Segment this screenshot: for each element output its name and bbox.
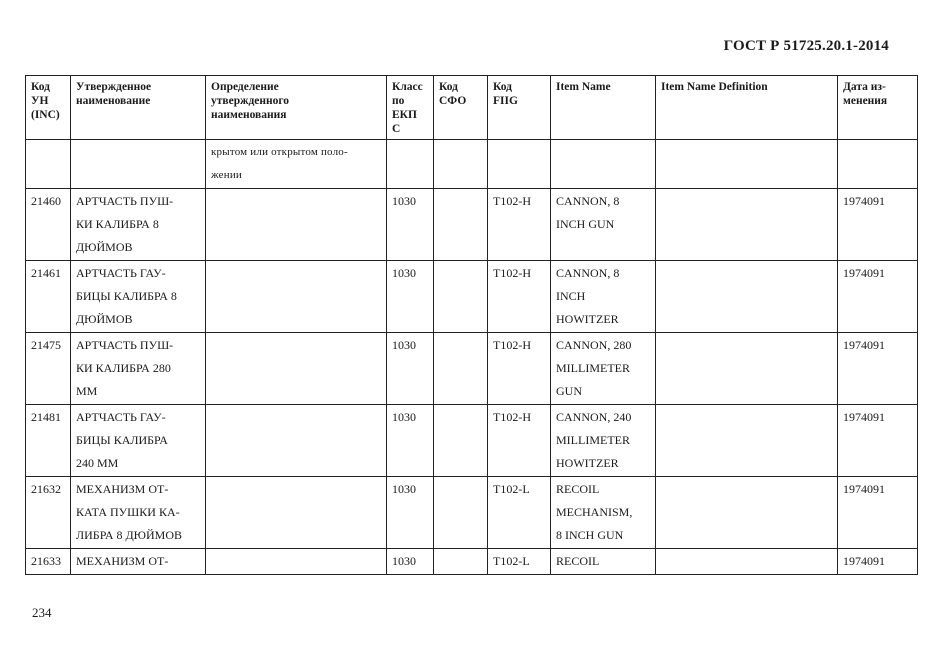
item-name-line: INCH: [556, 289, 586, 303]
column-header-line: Item Name: [556, 81, 611, 93]
header-row: [26, 76, 918, 140]
empty-cell: [387, 140, 434, 189]
column-header-line: наименование: [76, 95, 151, 107]
empty-cell: [838, 140, 918, 189]
column-header-line: СФО: [439, 95, 467, 107]
definition-line: жении: [211, 169, 242, 181]
empty-cell: [656, 140, 838, 189]
item-name-definition-cell: [656, 333, 838, 405]
name-line: АРТЧАСТЬ ГАУ-: [76, 410, 166, 424]
inc-cell: 21461: [26, 261, 71, 333]
column-header-line: Утвержденное: [76, 81, 152, 93]
item-name-line: RECOIL: [556, 554, 600, 568]
class-cell: 1030: [387, 333, 434, 405]
column-header-line: менения: [843, 95, 888, 107]
definition-cell: [206, 549, 387, 575]
name-cell: [71, 333, 206, 405]
item-name-cell: [551, 477, 656, 549]
fiig-cell: T102-H: [488, 261, 551, 333]
continuation-row: [26, 140, 918, 189]
name-cell: [71, 405, 206, 477]
table-row: [26, 261, 918, 333]
class-cell: 1030: [387, 549, 434, 575]
item-name-line: RECOIL: [556, 482, 600, 496]
class-cell: 1030: [387, 405, 434, 477]
definition-cell: [206, 333, 387, 405]
table-body: [26, 140, 918, 575]
date-cell: 1974091: [838, 405, 918, 477]
column-header-line: Код: [31, 81, 51, 93]
column-header-line: утвержденного: [211, 95, 290, 107]
sfo-cell: [434, 549, 488, 575]
column-header-line: Код: [439, 81, 459, 93]
name-line: КАТА ПУШКИ КА-: [76, 505, 180, 519]
name-line: КИ КАЛИБРА 280: [76, 361, 171, 375]
column-header: [387, 76, 434, 140]
name-line: ММ: [76, 384, 98, 398]
item-name-line: MILLIMETER: [556, 361, 630, 375]
column-header-line: (INC): [31, 109, 60, 121]
empty-cell: [434, 140, 488, 189]
column-header: [656, 76, 838, 140]
item-name-cell: [551, 261, 656, 333]
column-header: [551, 76, 656, 140]
catalog-table: [25, 75, 918, 575]
sfo-cell: [434, 333, 488, 405]
item-name-line: CANNON, 280: [556, 338, 632, 352]
name-line: ДЮЙМОВ: [76, 240, 133, 254]
column-header-line: FIIG: [493, 95, 518, 107]
column-header-line: Класс: [392, 81, 423, 93]
column-header-line: С: [392, 123, 401, 135]
name-line: АРТЧАСТЬ ГАУ-: [76, 266, 166, 280]
date-cell: 1974091: [838, 261, 918, 333]
page-number: 234: [32, 605, 52, 620]
item-name-cell: [551, 189, 656, 261]
inc-cell: 21632: [26, 477, 71, 549]
fiig-cell: T102-L: [488, 549, 551, 575]
sfo-cell: [434, 477, 488, 549]
item-name-line: MILLIMETER: [556, 433, 630, 447]
item-name-line: CANNON, 240: [556, 410, 632, 424]
date-cell: 1974091: [838, 333, 918, 405]
name-line: МЕХАНИЗМ ОТ-: [76, 554, 169, 568]
sfo-cell: [434, 261, 488, 333]
item-name-definition-cell: [656, 261, 838, 333]
sfo-cell: [434, 189, 488, 261]
class-cell: 1030: [387, 477, 434, 549]
definition-cell: [206, 405, 387, 477]
item-name-cell: [551, 333, 656, 405]
definition-cell: [206, 261, 387, 333]
inc-cell: 21633: [26, 549, 71, 575]
column-header-line: Код: [493, 81, 513, 93]
class-cell: 1030: [387, 189, 434, 261]
item-name-line: HOWITZER: [556, 312, 619, 326]
definition-cell: [206, 140, 387, 189]
column-header: [488, 76, 551, 140]
date-cell: 1974091: [838, 477, 918, 549]
column-header-line: Дата из-: [843, 81, 886, 93]
sfo-cell: [434, 405, 488, 477]
item-name-line: 8 INCH GUN: [556, 528, 624, 542]
name-cell: [71, 189, 206, 261]
name-line: 240 ММ: [76, 456, 119, 470]
empty-cell: [26, 140, 71, 189]
column-header: [71, 76, 206, 140]
item-name-definition-cell: [656, 477, 838, 549]
date-cell: 1974091: [838, 189, 918, 261]
name-line: ДЮЙМОВ: [76, 312, 133, 326]
item-name-definition-cell: [656, 549, 838, 575]
item-name-line: GUN: [556, 384, 582, 398]
column-header: [838, 76, 918, 140]
fiig-cell: T102-H: [488, 189, 551, 261]
fiig-cell: T102-L: [488, 477, 551, 549]
empty-cell: [71, 140, 206, 189]
inc-cell: 21475: [26, 333, 71, 405]
name-line: АРТЧАСТЬ ПУШ-: [76, 338, 174, 352]
item-name-line: CANNON, 8: [556, 194, 620, 208]
name-cell: [71, 261, 206, 333]
column-header-line: наименования: [211, 109, 287, 121]
column-header-line: ЕКП: [392, 109, 417, 121]
empty-cell: [551, 140, 656, 189]
name-line: АРТЧАСТЬ ПУШ-: [76, 194, 174, 208]
item-name-cell: [551, 549, 656, 575]
date-cell: 1974091: [838, 549, 918, 575]
name-line: ЛИБРА 8 ДЮЙМОВ: [76, 528, 183, 542]
column-header-line: Определение: [211, 81, 279, 93]
column-header-line: Item Name Definition: [661, 81, 768, 93]
item-name-cell: [551, 405, 656, 477]
item-name-definition-cell: [656, 405, 838, 477]
fiig-cell: T102-H: [488, 333, 551, 405]
column-header: [26, 76, 71, 140]
name-cell: [71, 477, 206, 549]
item-name-line: MECHANISM,: [556, 505, 633, 519]
item-name-definition-cell: [656, 189, 838, 261]
name-line: БИЦЫ КАЛИБРА 8: [76, 289, 177, 303]
column-header: [206, 76, 387, 140]
empty-cell: [488, 140, 551, 189]
definition-cell: [206, 477, 387, 549]
inc-cell: 21481: [26, 405, 71, 477]
class-cell: 1030: [387, 261, 434, 333]
table-header: [26, 76, 918, 140]
table-row: [26, 477, 918, 549]
definition-cell: [206, 189, 387, 261]
column-header: [434, 76, 488, 140]
item-name-line: INCH GUN: [556, 217, 615, 231]
name-line: МЕХАНИЗМ ОТ-: [76, 482, 169, 496]
table-row: [26, 405, 918, 477]
fiig-cell: T102-H: [488, 405, 551, 477]
table-row: [26, 189, 918, 261]
name-cell: [71, 549, 206, 575]
item-name-line: CANNON, 8: [556, 266, 620, 280]
name-line: КИ КАЛИБРА 8: [76, 217, 159, 231]
table-row: [26, 333, 918, 405]
column-header-line: по: [392, 95, 405, 107]
table-row: [26, 549, 918, 575]
inc-cell: 21460: [26, 189, 71, 261]
name-line: БИЦЫ КАЛИБРА: [76, 433, 168, 447]
definition-line: крытом или открытом поло-: [211, 146, 348, 158]
document-code: ГОСТ Р 51725.20.1-2014: [723, 38, 889, 54]
item-name-line: HOWITZER: [556, 456, 619, 470]
column-header-line: УН: [31, 95, 49, 107]
